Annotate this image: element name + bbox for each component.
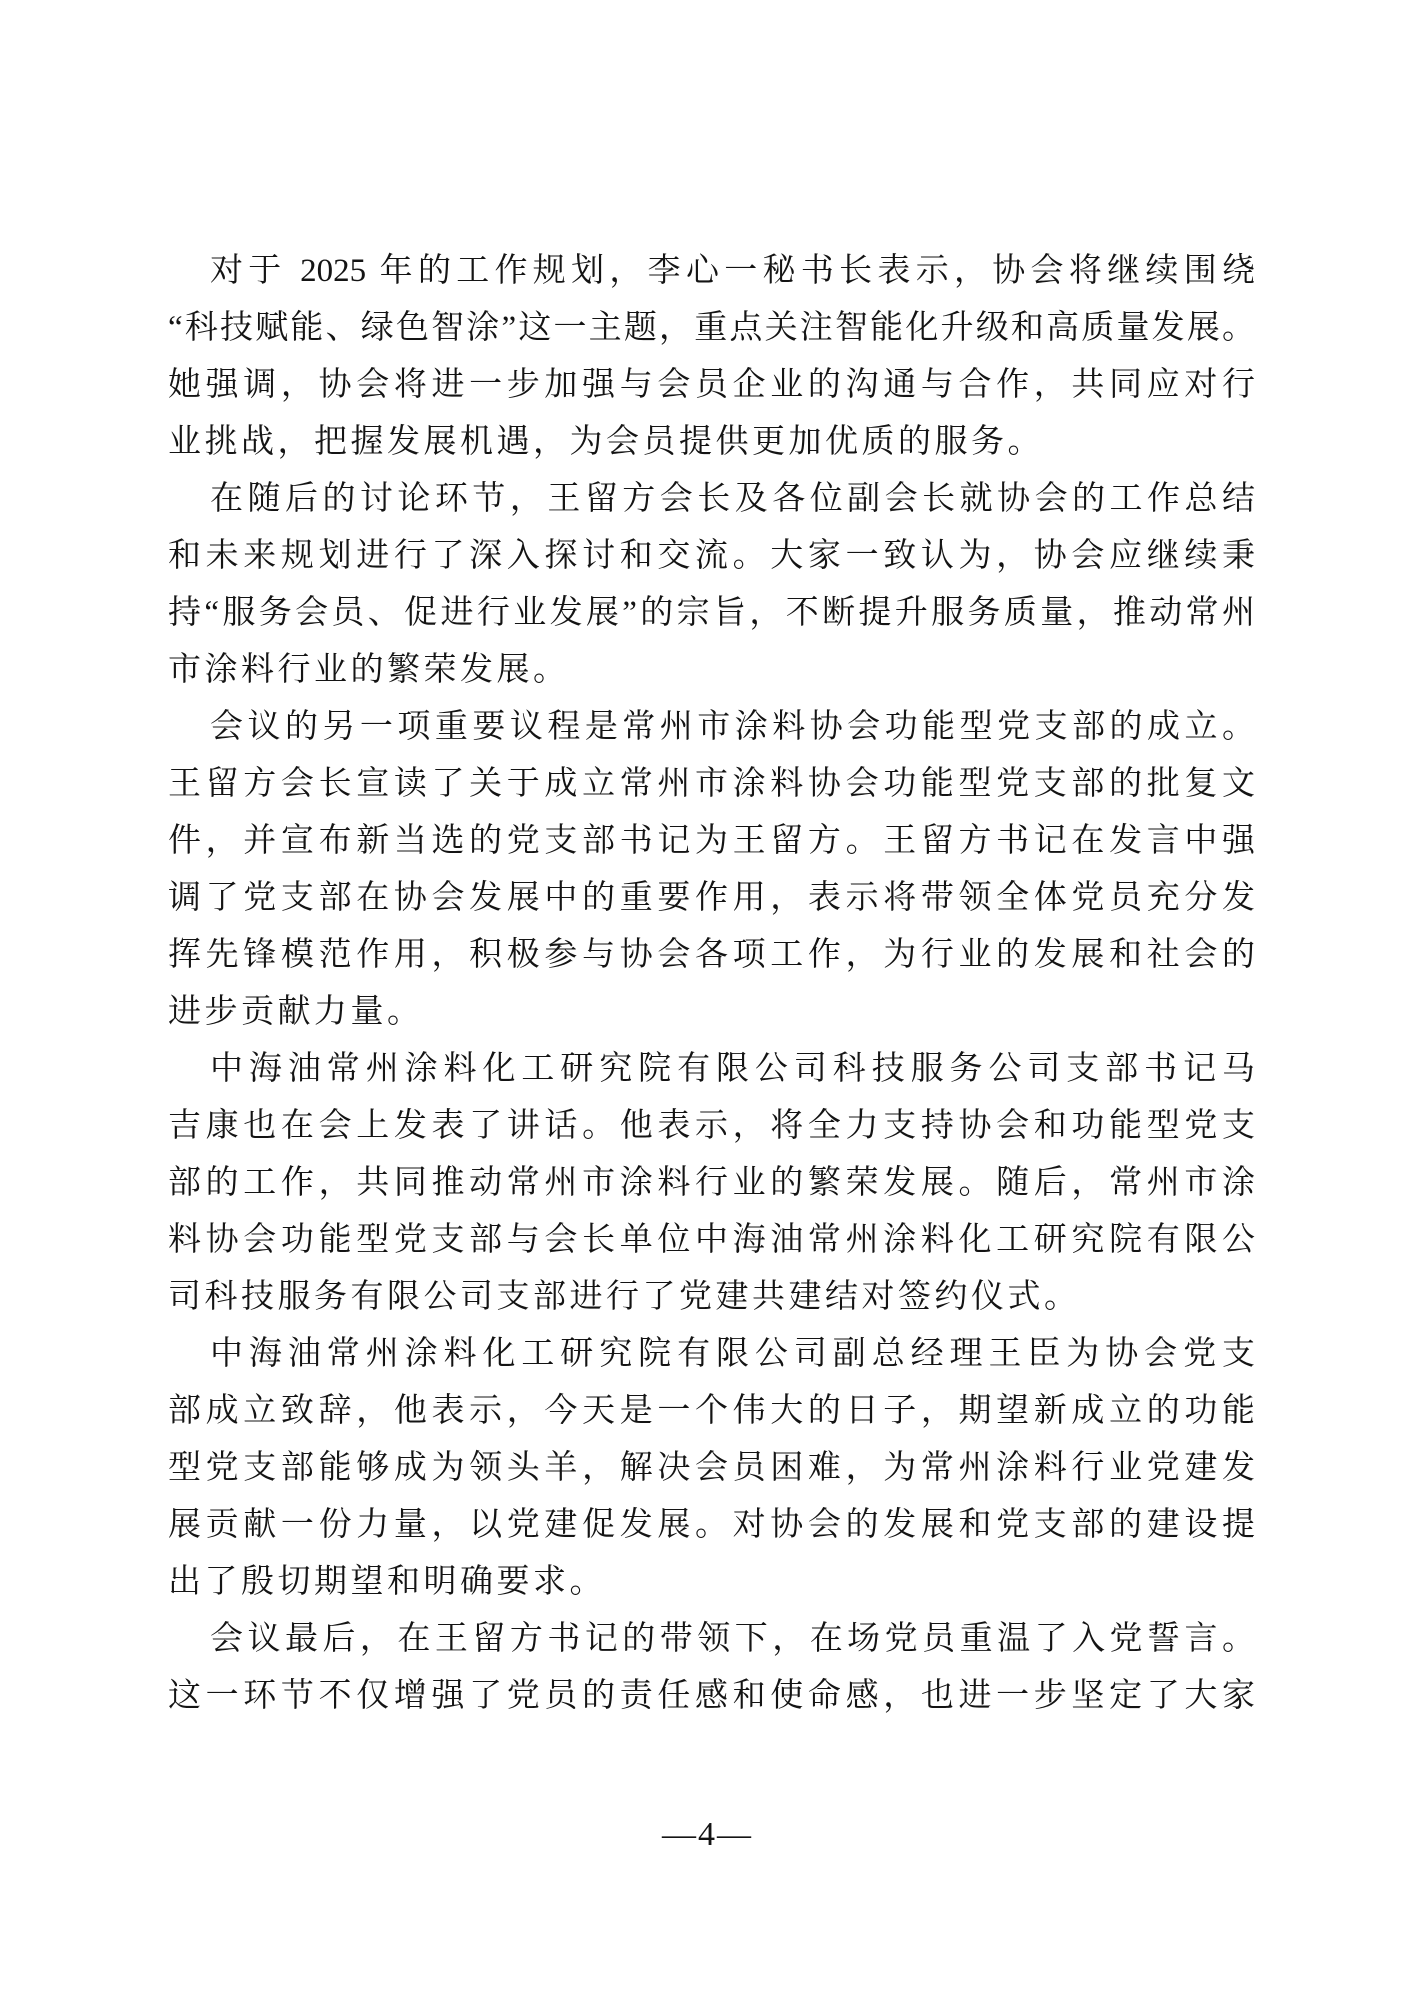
text-line: 在随后的讨论环节，王留方会长及各位副会长就协会的工作总结 bbox=[210, 481, 1255, 517]
text-line: 她强调，协会将进一步加强与会员企业的沟通与合作，共同应对行 bbox=[168, 367, 1255, 403]
text-line: 会议最后，在王留方书记的带领下，在场党员重温了入党誓言。 bbox=[210, 1621, 1255, 1657]
text-line: 展贡献一份力量，以党建促发展。对协会的发展和党支部的建设提 bbox=[168, 1507, 1255, 1543]
text-line: 市涂料行业的繁荣发展。 bbox=[168, 652, 570, 688]
text-line: 挥先锋模范作用，积极参与协会各项工作，为行业的发展和社会的 bbox=[168, 937, 1255, 973]
text-line: 件，并宣布新当选的党支部书记为王留方。王留方书记在发言中强 bbox=[168, 823, 1255, 859]
text-line: 这一环节不仅增强了党员的责任感和使命感，也进一步坚定了大家 bbox=[168, 1678, 1255, 1714]
text-line: 料协会功能型党支部与会长单位中海油常州涂料化工研究院有限公 bbox=[168, 1222, 1255, 1258]
text-line: 中海油常州涂料化工研究院有限公司副总经理王臣为协会党支 bbox=[210, 1336, 1255, 1372]
text-line: 部成立致辞，他表示，今天是一个伟大的日子，期望新成立的功能 bbox=[168, 1393, 1255, 1429]
text-line: “科技赋能、绿色智涂”这一主题，重点关注智能化升级和高质量发展。 bbox=[168, 310, 1255, 346]
text-line: 型党支部能够成为领头羊，解决会员困难，为常州涂料行业党建发 bbox=[168, 1450, 1255, 1486]
text-line: 吉康也在会上发表了讲话。他表示，将全力支持协会和功能型党支 bbox=[168, 1108, 1255, 1144]
text-line: 出了殷切期望和明确要求。 bbox=[168, 1564, 606, 1600]
text-line: 会议的另一项重要议程是常州市涂料协会功能型党支部的成立。 bbox=[210, 709, 1255, 745]
text-line: 进步贡献力量。 bbox=[168, 994, 424, 1030]
text-line: 部的工作，共同推动常州市涂料行业的繁荣发展。随后，常州市涂 bbox=[168, 1165, 1255, 1201]
document-body bbox=[168, 243, 1255, 1725]
text-line: 调了党支部在协会发展中的重要作用，表示将带领全体党员充分发 bbox=[168, 880, 1255, 916]
text-line: 对于 2025 年的工作规划，李心一秘书长表示，协会将继续围绕 bbox=[210, 253, 1255, 289]
text-line: 和未来规划进行了深入探讨和交流。大家一致认为，协会应继续秉 bbox=[168, 538, 1255, 574]
text-line: 司科技服务有限公司支部进行了党建共建结对签约仪式。 bbox=[168, 1279, 1081, 1315]
text-line: 持“服务会员、促进行业发展”的宗旨，不断提升服务质量，推动常州 bbox=[168, 595, 1255, 631]
page-number: —4— bbox=[662, 1816, 753, 1853]
text-line: 业挑战，把握发展机遇，为会员提供更加优质的服务。 bbox=[168, 424, 1044, 460]
text-line: 王留方会长宣读了关于成立常州市涂料协会功能型党支部的批复文 bbox=[168, 766, 1255, 802]
text-line: 中海油常州涂料化工研究院有限公司科技服务公司支部书记马 bbox=[210, 1051, 1255, 1087]
